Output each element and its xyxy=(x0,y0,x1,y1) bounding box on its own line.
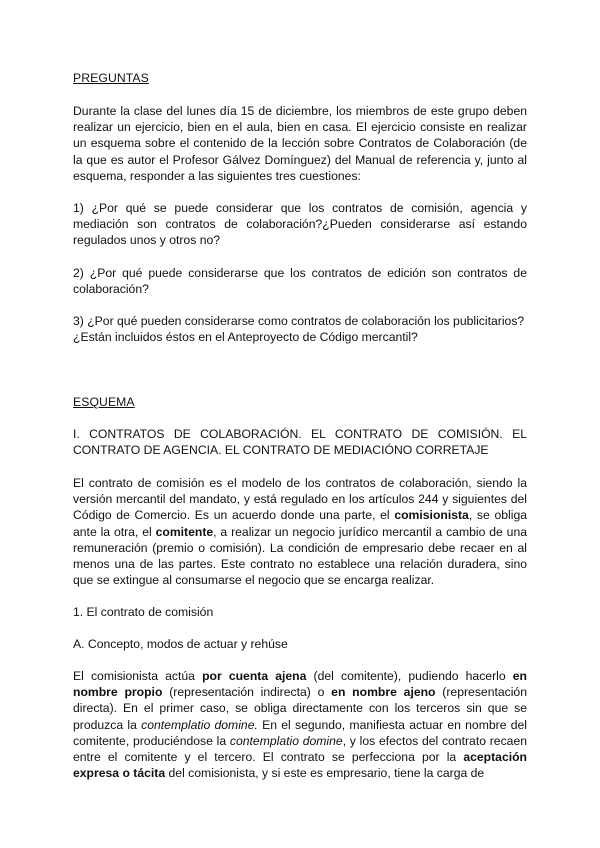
comisionista-paragraph xyxy=(73,668,527,781)
term-en-nombre-ajeno: en nombre ajeno xyxy=(331,685,436,700)
text-run: , a realizar un negocio jurídico mercantil a cambio de una remuneración (premio o comisión). La condición de empresario debe recaer en al menos una de las partes. Este contrato no establece una relación duradera, sino que se extingue al consumarse el negocio que se encarga realizar. xyxy=(73,524,528,588)
section-title: I. CONTRATOS DE COLABORACIÓN. EL CONTRATO DE COMISIÓN. EL CONTRATO DE AGENCIA. EL CONTRATO DE MEDIACIÓNO CORRETAJE xyxy=(73,427,527,458)
question-2: 2) ¿Por qué puede considerarse que los contratos de edición son contratos de colaboración? xyxy=(73,266,527,297)
term-aceptacion: aceptación expresa o tácita xyxy=(73,750,527,781)
term-contemplatio-domine: contemplatio domine. xyxy=(141,717,258,732)
term-por-cuenta-ajena: por cuenta ajena xyxy=(202,669,307,683)
subheading-contrato-comision: 1. El contrato de comisión xyxy=(73,605,214,619)
text-run: (del comitente), pudiendo hacerlo xyxy=(306,669,513,683)
preguntas-heading: PREGUNTAS xyxy=(73,71,149,85)
text-run: (representación directa). En el primer caso, se obliga directamente con los terceros sin que se produzca la xyxy=(73,685,527,732)
text-run: del comisionista, y si este es empresario, tiene la carga de xyxy=(165,766,485,781)
esquema-heading: ESQUEMA xyxy=(73,395,135,409)
comision-intro-paragraph xyxy=(73,475,527,588)
text-run: , se obliga ante la otra, el xyxy=(73,508,527,539)
text-run: El comisionista actúa xyxy=(73,669,203,683)
question-3: 3) ¿Por qué pueden considerarse como contratos de colaboración los publicitarios? ¿Están incluidos éstos en el Anteproyecto de Código mercantil? xyxy=(73,314,525,345)
subheading-concepto: A. Concepto, modos de actuar y rehúse xyxy=(73,637,288,651)
term-comitente: comitente xyxy=(155,524,214,539)
term-en-nombre-propio: en nombre propio xyxy=(73,669,527,700)
text-run: El contrato de comisión es el modelo de los contratos de colaboración, siendo la versión mercantil del mandato, y está regulado en los artículos 244 y siguientes del Código de Comercio. Es un acuerdo donde una parte, el xyxy=(73,476,527,523)
preguntas-intro-paragraph: Durante la clase del lunes día 15 de diciembre, los miembros de este grupo deben realizar un ejercicio, bien en el aula, bien en casa. El ejercicio consiste en realizar un esquema sobre el contenido de la lección sobre Contratos de Colaboración (de la que es autor el Profesor Gálvez Domínguez) del Manual de referencia y, junto al esquema, responder a las siguientes tres cuestiones: xyxy=(73,104,527,183)
text-run: En el segundo, manifiesta actuar en nombre del comitente, produciéndose la xyxy=(73,717,527,748)
term-comisionista: comisionista xyxy=(394,508,469,523)
text-run: (representación indirecta) o xyxy=(162,685,332,700)
text-run: , y los efectos del contrato recaen entre el comitente y el tercero. El contrato se perfecciona por la xyxy=(73,733,527,765)
term-contemplatio-domine: contemplatio domine xyxy=(229,733,343,748)
question-1: 1) ¿Por qué se puede considerar que los contratos de comisión, agencia y mediación son contratos de colaboración?¿Pueden considerarse así estando regulados unos y otros no? xyxy=(73,201,527,248)
